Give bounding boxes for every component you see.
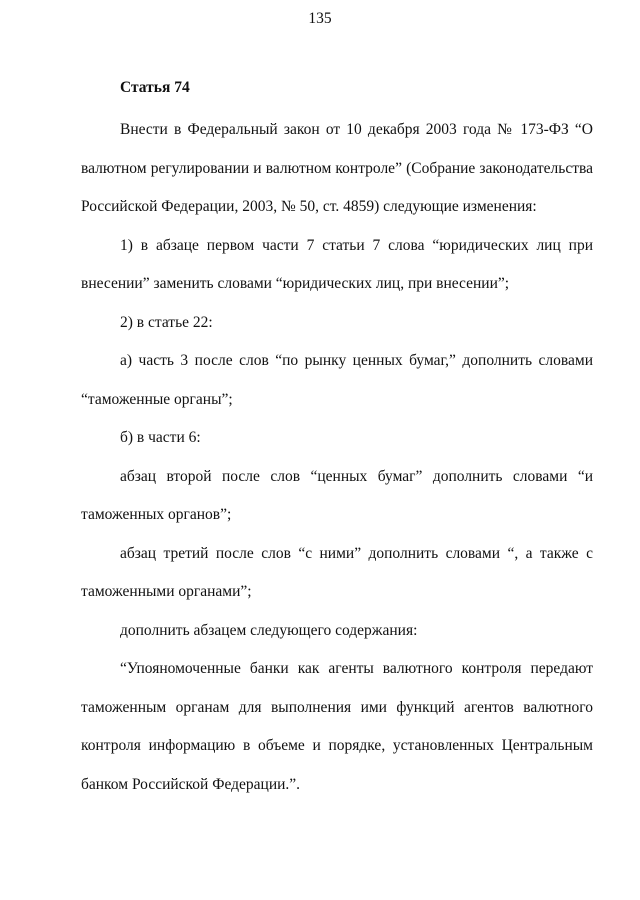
text-line: таможенным органам для выполнения ими функций агентов валютного bbox=[81, 698, 593, 716]
text-line: внесении” заменить словами “юридических лиц, при внесении”; bbox=[81, 275, 510, 292]
text-line: Внести в Федеральный закон от 10 декабря 2003 года № 173-ФЗ “О bbox=[120, 121, 593, 138]
text-line: контроля информацию в объеме и порядке, установленных Центральным bbox=[81, 737, 593, 754]
text-line: валютном регулировании и валютном контроле” (Собрание законодательства bbox=[81, 159, 593, 177]
text-line: абзац второй после слов “ценных бумаг” дополнить словами “и bbox=[120, 467, 593, 485]
text-line: Российской Федерации, 2003, № 50, ст. 4859) следующие изменения: bbox=[81, 198, 537, 215]
text-line: абзац третий после слов “с ними” дополнить словами “, а также с bbox=[120, 544, 593, 562]
text-line: банком Российской Федерации.”. bbox=[81, 775, 301, 793]
article-body bbox=[81, 77, 593, 804]
article-text bbox=[81, 111, 593, 804]
text-line: “таможенные органы”; bbox=[81, 390, 233, 408]
text-line: таможенными органами”; bbox=[81, 583, 252, 600]
text-line: 1) в абзаце первом части 7 статьи 7 слова “юридических лиц при bbox=[120, 236, 593, 254]
text-line: а) часть 3 после слов “по рынку ценных бумаг,” дополнить словами bbox=[120, 352, 593, 369]
text-line: 2) в статье 22: bbox=[120, 313, 213, 331]
article-title: Статья 74 bbox=[120, 79, 190, 96]
text-line: б) в части 6: bbox=[120, 429, 201, 446]
text-line: дополнить абзацем следующего содержания: bbox=[120, 621, 418, 639]
page-number: 135 bbox=[308, 10, 332, 27]
text-line: таможенных органов”; bbox=[81, 506, 232, 523]
text-line: “Упояномоченные банки как агенты валютного контроля передают bbox=[120, 660, 593, 677]
